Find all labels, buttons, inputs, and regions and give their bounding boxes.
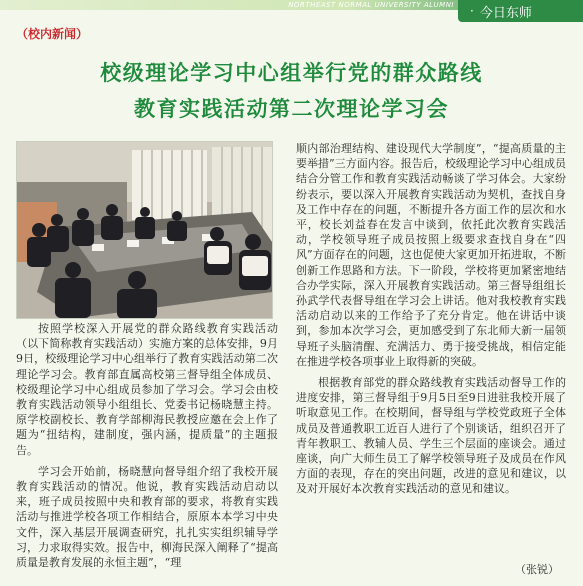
masthead-alumni-text: NORTHEAST NORMAL UNIVERSITY ALUMNI (288, 1, 454, 9)
article-paragraph-2-continued: 顺内部治理结构、建设现代大学制度”，“提高质量的主要举措”三方面内容。报告后，校级理论学习中心组成员结合分管工作和教育实践活动畅谈了学习体会。大家纷纷表示，要以深入开展教育实践活动为契机，查找自身及工作中存在的问题，不断提升各方面工作的层次和水平，校长刘益春在发言中谈到，依托此次教育实践活动，学校领导班子成员按照上级要求查找自身在“四风”方面存在的问题，这也促使大家更加开拓进取，不断创新工作思路和方法。下一阶段，学校将更加紧密地结合办学实际，深入开展教育实践活动。第三督导组组长孙武学代表督导组在学习会上讲话。他对我校教育实践活动启动以来的工作给予了充分肯定。他在讲话中谈到，参加本次学习会，更加感受到了东北师大新一届领导班子头脑清醒、充满活力、勇于接受挑战，相信定能在推进学校各项事业上取得新的突破。 (296, 142, 566, 368)
article-byline: （张锐） (515, 563, 559, 576)
article-right-column (296, 141, 566, 497)
headline-line-1: 校级理论学习中心组举行党的群众路线 (100, 61, 483, 85)
column-tag (458, 0, 583, 22)
article-paragraph-3: 根据教育部党的群众路线教育实践活动督导工作的进度安排，第三督导组于9月5日至9日进驻我校开展了听取意见工作。在校期间，督导组与学校党政班子全体成员及普通教职工近百人进行了个别谈话，组织召开了青年教职工、教辅人员、学生三个层面的座谈会。通过座谈，向广大师生员工了解学校领导班子及成员在作风方面的表现，存在的突出问题，改进的意见和建议，以及对开展好本次教育实践活动的意见和建议。 (296, 376, 566, 496)
article-paragraph-2: 学习会开始前，杨晓慧向督导组介绍了我校开展教育实践活动的情况。他说，教育实践活动启动以来，班子成员按照中央和教育部的要求，将教育实践活动与推进学校各项工作相结合，原原本本学习中央文件，深入基层开展调查研究，扎扎实实组织辅导学习，力求取得实效。报告中，柳海民深入阐释了“提高质量是教育发展的永恒主题”，“理 (16, 464, 278, 570)
article-paragraph-1: 按照学校深入开展党的群众路线教育实践活动（以下简称教育实践活动）实施方案的总体安排，9月9日，校级理论学习中心组举行了教育实践活动第二次理论学习会。教育部直属高校第三督导组全体成员、校级理论学习中心组成员参加了学习会。学习会由校教育实践活动领导小组组长、党委书记杨晓慧主持。原学校副校长、教育学部柳海民教授应邀在会上作了题为“扭结构，建制度，强内涵，提质量”的主题报告。 (16, 322, 278, 457)
article-left-column (16, 321, 278, 570)
meeting-photo-icon (17, 142, 272, 318)
column-label: 今日东师 (479, 5, 532, 21)
headline-line-2: 教育实践活动第二次理论学习会 (134, 97, 449, 121)
section-label: （校内新闻） (16, 27, 89, 41)
column-dot: · (470, 4, 474, 18)
meeting-photo (16, 141, 273, 319)
